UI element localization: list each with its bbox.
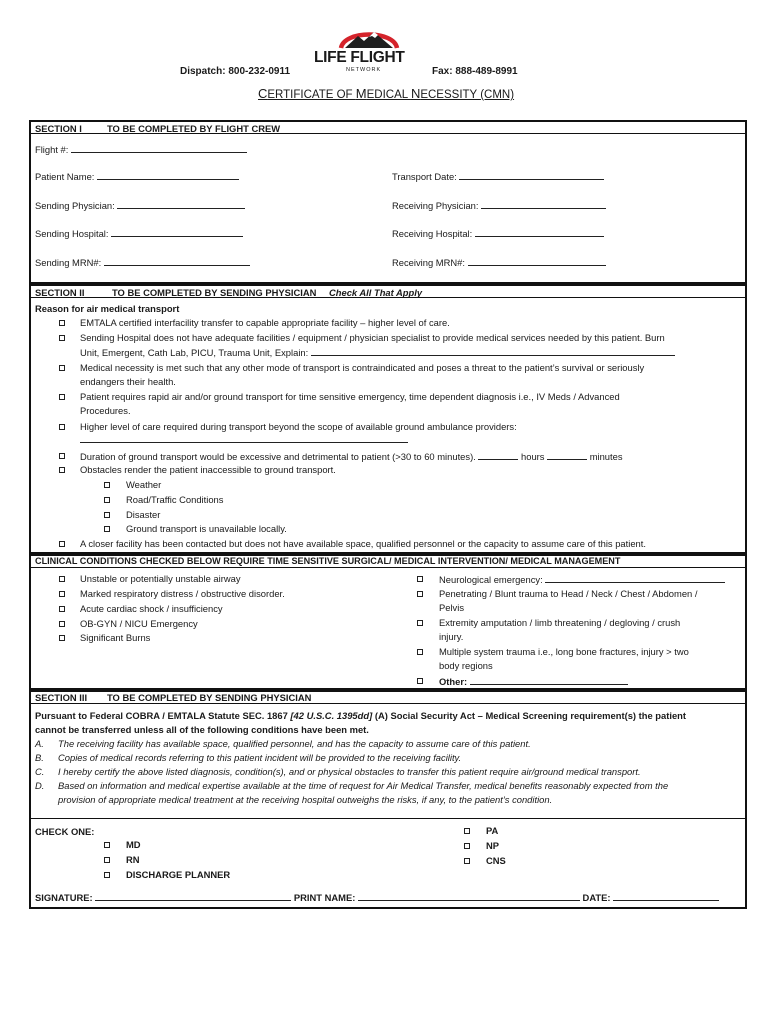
sending-physician-field[interactable]: Sending Physician: bbox=[35, 199, 245, 211]
rapid-transport-checkbox[interactable] bbox=[59, 394, 65, 400]
section-2-heading: TO BE COMPLETED BY SENDING PHYSICIAN bbox=[112, 287, 317, 298]
section-1-heading: TO BE COMPLETED BY FLIGHT CREW bbox=[107, 123, 281, 134]
other-field[interactable]: Other: bbox=[439, 675, 628, 687]
reason-item: EMTALA certified interfacility transfer to capable appropriate facility – higher level of care. bbox=[80, 317, 450, 328]
obstacle-item: Road/Traffic Conditions bbox=[126, 494, 224, 505]
higher-care-checkbox[interactable] bbox=[59, 424, 65, 430]
weather-checkbox[interactable] bbox=[104, 482, 110, 488]
amputation-checkbox[interactable] bbox=[417, 620, 423, 626]
rn-option: RN bbox=[126, 854, 140, 865]
receiving-mrn-field[interactable]: Receiving MRN#: bbox=[392, 256, 606, 268]
closer-facility-checkbox[interactable] bbox=[59, 541, 65, 547]
date-field[interactable] bbox=[613, 891, 719, 901]
sending-hospital-field[interactable]: Sending Hospital: bbox=[35, 227, 243, 239]
reason-item: Higher level of care required during transport beyond the scope of available ground ambulance providers: bbox=[80, 421, 517, 432]
reason-item-cont: Procedures. bbox=[80, 405, 131, 416]
discharge-planner-option: DISCHARGE PLANNER bbox=[126, 869, 231, 880]
signature-field[interactable] bbox=[95, 891, 291, 901]
section-3-heading: TO BE COMPLETED BY SENDING PHYSICIAN bbox=[107, 692, 312, 703]
disaster-checkbox[interactable] bbox=[104, 512, 110, 518]
airway-checkbox[interactable] bbox=[59, 576, 65, 582]
multi-trauma-checkbox[interactable] bbox=[417, 649, 423, 655]
clinical-item-cont: Pelvis bbox=[439, 602, 465, 613]
trauma-checkbox[interactable] bbox=[417, 591, 423, 597]
receiving-physician-field[interactable]: Receiving Physician: bbox=[392, 199, 606, 211]
section-1-label: SECTION I bbox=[35, 123, 82, 134]
condition-c-key: C. bbox=[35, 766, 45, 777]
pa-checkbox[interactable] bbox=[464, 828, 470, 834]
patient-name-field[interactable]: Patient Name: bbox=[35, 170, 239, 182]
check-all-note: Check All That Apply bbox=[329, 287, 423, 298]
duration-checkbox[interactable] bbox=[59, 453, 65, 459]
section-3-label: SECTION III bbox=[35, 692, 88, 703]
signature-label: SIGNATURE: bbox=[35, 892, 93, 903]
neuro-checkbox[interactable] bbox=[417, 576, 423, 582]
clinical-item: OB-GYN / NICU Emergency bbox=[80, 618, 198, 629]
discharge-planner-checkbox[interactable] bbox=[104, 872, 110, 878]
road-traffic-checkbox[interactable] bbox=[104, 497, 110, 503]
obstacle-item: Ground transport is unavailable locally. bbox=[126, 523, 287, 534]
condition-b-key: B. bbox=[35, 752, 44, 763]
clinical-item-cont: injury. bbox=[439, 631, 464, 642]
clinical-item: Extremity amputation / limb threatening / degloving / crush bbox=[439, 617, 681, 628]
section-2-label: SECTION II bbox=[35, 287, 85, 298]
rn-checkbox[interactable] bbox=[104, 857, 110, 863]
logo-text: LIFE FLIGHT bbox=[314, 49, 405, 66]
ground-unavailable-checkbox[interactable] bbox=[104, 526, 110, 532]
print-name-field[interactable] bbox=[358, 891, 580, 901]
condition-b: Copies of medical records referring to this patient incident will be provided to the receiving facility. bbox=[58, 752, 462, 763]
sending-mrn-field[interactable]: Sending MRN#: bbox=[35, 256, 250, 268]
clinical-heading: CLINICAL CONDITIONS CHECKED BELOW REQUIRE TIME SENSITIVE SURGICAL/ MEDICAL INTERVENTION/ MEDICAL MANAGEMENT bbox=[35, 556, 621, 566]
condition-d-cont: provision of appropriate medical treatment at the receiving hospital outweighs the risks, if any, to the patient’s condition. bbox=[58, 794, 553, 805]
check-one-label: CHECK ONE: bbox=[35, 826, 95, 837]
condition-a: The receiving facility has available space, qualified personnel, and has the capacity to assume care of this patient. bbox=[58, 738, 531, 749]
clinical-item: Significant Burns bbox=[80, 632, 151, 643]
divider bbox=[31, 818, 745, 819]
receiving-hospital-field[interactable]: Receiving Hospital: bbox=[392, 227, 604, 239]
reason-item: A closer facility has been contacted but does not have available space, qualified personnel or the capacity to assume care of this patient. bbox=[80, 538, 646, 549]
clinical-item: Multiple system trauma i.e., long bone fractures, injury > two bbox=[439, 646, 689, 657]
clinical-item: Acute cardiac shock / insufficiency bbox=[80, 603, 223, 614]
statute-text: Pursuant to Federal COBRA / EMTALA Statute SEC. 1867 [42 U.S.C. 1395dd] (A) Social Security Act – Medical Screening requirement(s) the patient bbox=[35, 710, 687, 721]
clinical-item: Marked respiratory distress / obstructive disorder. bbox=[80, 588, 285, 599]
obstacles-checkbox[interactable] bbox=[59, 467, 65, 473]
reason-item: Patient requires rapid air and/or ground transport for time sensitive emergency, time dependent diagnosis i.e., IV Meds / Advanced bbox=[80, 391, 620, 402]
condition-d-key: D. bbox=[35, 780, 45, 791]
date-label: DATE: bbox=[582, 892, 611, 903]
clinical-item: Penetrating / Blunt trauma to Head / Neck / Chest / Abdomen / bbox=[439, 588, 698, 599]
logo-subtext: NETWORK bbox=[346, 67, 382, 73]
statute-text-cont: cannot be transferred unless all of the following conditions have been met. bbox=[35, 724, 369, 735]
pa-option: PA bbox=[486, 825, 499, 836]
cns-option: CNS bbox=[486, 855, 506, 866]
md-checkbox[interactable] bbox=[104, 842, 110, 848]
cardiac-checkbox[interactable] bbox=[59, 606, 65, 612]
obgyn-checkbox[interactable] bbox=[59, 621, 65, 627]
cns-checkbox[interactable] bbox=[464, 858, 470, 864]
md-option: MD bbox=[126, 839, 141, 850]
respiratory-checkbox[interactable] bbox=[59, 591, 65, 597]
fax-number: Fax: 888-489-8991 bbox=[432, 66, 518, 77]
condition-d: Based on information and medical expertise available at the time of request for Air Medical Transfer, medical benefits reasonably expected from the bbox=[58, 780, 669, 791]
clinical-item: Unstable or potentially unstable airway bbox=[80, 573, 241, 584]
obstacle-item: Weather bbox=[126, 479, 162, 490]
burns-checkbox[interactable] bbox=[59, 635, 65, 641]
emtala-checkbox[interactable] bbox=[59, 320, 65, 326]
reason-item: Obstacles render the patient inaccessible to ground transport. bbox=[80, 464, 336, 475]
condition-c: I hereby certify the above listed diagnosis, condition(s), and or physical obstacles to transfer this patient require air/ground medical transport. bbox=[58, 766, 641, 777]
mountain-logo-icon bbox=[336, 24, 402, 50]
clinical-item-cont: body regions bbox=[439, 660, 493, 671]
neuro-field[interactable]: Neurological emergency: bbox=[439, 573, 725, 585]
inadequate-facilities-checkbox[interactable] bbox=[59, 335, 65, 341]
flight-number-field[interactable]: Flight #: bbox=[35, 143, 247, 155]
medical-necessity-checkbox[interactable] bbox=[59, 365, 65, 371]
reason-item: Medical necessity is met such that any other mode of transport is contraindicated and poses a threat to the patient’s survival or seriously bbox=[80, 362, 645, 373]
reason-item-cont: endangers their health. bbox=[80, 376, 176, 387]
higher-care-explain-field[interactable] bbox=[80, 433, 408, 445]
obstacle-item: Disaster bbox=[126, 509, 161, 520]
transport-date-field[interactable]: Transport Date: bbox=[392, 170, 604, 182]
np-option: NP bbox=[486, 840, 500, 851]
other-checkbox[interactable] bbox=[417, 678, 423, 684]
reason-item: Sending Hospital does not have adequate facilities / equipment / physician specialist to provide medical services needed by this patient. Burn bbox=[80, 332, 665, 343]
duration-item: Duration of ground transport would be excessive and detrimental to patient (>30 to 60 minutes). hours minutes bbox=[80, 451, 623, 462]
np-checkbox[interactable] bbox=[464, 843, 470, 849]
page-title: CERTIFICATE OF MEDICAL NECESSITY (CMN) bbox=[258, 86, 515, 101]
condition-a-key: A. bbox=[35, 738, 44, 749]
reason-item-cont: Unit, Emergent, Cath Lab, PICU, Trauma Unit, Explain: bbox=[80, 346, 675, 358]
print-name-label: PRINT NAME: bbox=[293, 892, 356, 903]
signature-row bbox=[35, 891, 719, 903]
reason-title: Reason for air medical transport bbox=[35, 303, 180, 314]
dispatch-number: Dispatch: 800-232-0911 bbox=[180, 66, 291, 77]
